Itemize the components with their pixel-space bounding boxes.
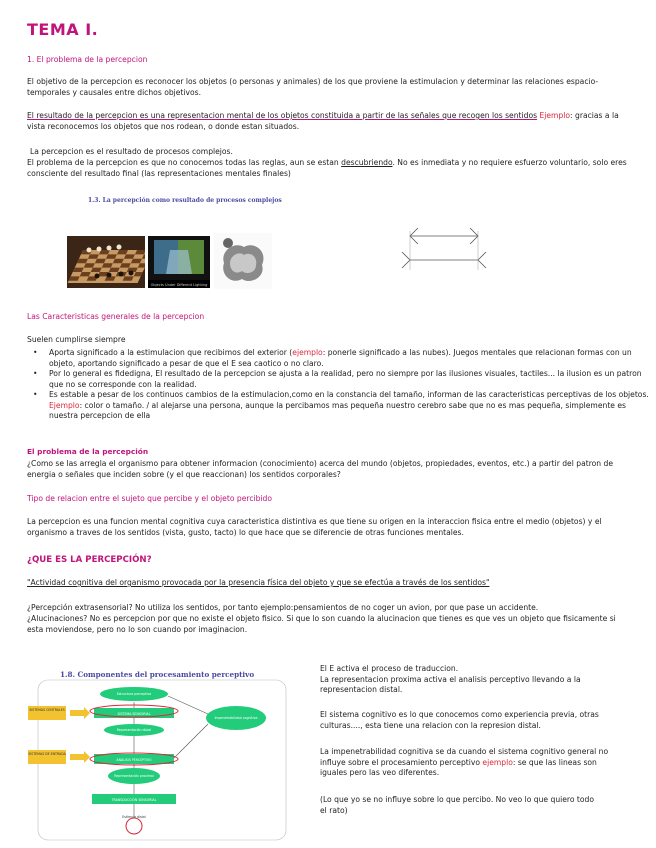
problem-heading: El problema de la percepción	[27, 447, 149, 456]
label-proximal: Representación proximal	[114, 774, 154, 778]
label-analysis: ANÁLISIS PERCEPTIVO	[116, 758, 152, 762]
b1a: Aporta significado a la estimulacion que recibimos del exterior (	[49, 348, 293, 357]
example-label: Ejemplo	[49, 400, 80, 410]
relation-text: La percepcion es una funcion mental cognitiva cuya caracteristica distintiva es que tiene su origen en la interaccion fisica entre el medio (objetos) y el organismo a traves de los sentidos (vista, gusto, tacto) lo que hace que se diferencie de otras funciones mentales.	[27, 517, 602, 537]
note-3b: : se que las lineas son iguales pero las veo diferentes.	[320, 757, 597, 777]
lighting-photo-caption: Objects Under Different Lighting	[150, 283, 208, 287]
label-stimulus: Estímulo distal	[122, 815, 146, 819]
processing-diagram	[24, 662, 300, 842]
example-label: ejemplo	[292, 348, 323, 357]
figure2-caption: 1.8. Componentes del procesamiento perceptivo	[60, 670, 255, 679]
highlight-circle	[126, 818, 142, 834]
label-distal: Representación distal	[116, 728, 152, 732]
muller-lyer-illusion	[398, 226, 493, 272]
descubriendo: descubriendo	[341, 158, 393, 167]
label-impenetrability: Impenetrabilidad cognitiva	[214, 716, 258, 720]
paragraph-objective: El objetivo de la percepcion es reconocer los objetos (o personas y animales) de los que proviene la estimulacion y determinar las relaciones espacio-temporales y causales entre dichos objetivos.	[27, 77, 599, 97]
arrow-right	[70, 707, 90, 719]
note-3a: La impenetrabilidad cognitiva se da cuando el sistema cognitivo general no influye sobre el procesamiento perceptivo	[320, 747, 609, 767]
paragraph-result	[27, 111, 633, 132]
note-impenetrability	[320, 747, 610, 779]
figure1-caption: 1.3. La percepción como resultado de procesos complejos	[88, 197, 282, 204]
paragraph-complex: La percepcion es el resultado de procesos complejos.	[30, 147, 233, 156]
b3a: Es estable a pesar de los continuos cambios de la estimulacion,como en la constancia del tamaño, informan de las caracteristicas perceptivas de los objetos.	[49, 390, 649, 399]
underlined-result: El resultado de la percepcion es una representacion mental de los objetos constituida a partir de las señales que recogen los sentidos	[27, 111, 538, 120]
que-es-heading: ¿QUE ES LA PERCEPCIÓN?	[27, 555, 152, 565]
problem-text: ¿Como se las arregla el organismo para obtener informacion (conocimiento) acerca del mundo (objetos, propiedades, eventos, etc.) a partir del patron de energia o señales que inciden sobre (y el que reaccionan) los sentidos corporales?	[27, 459, 614, 479]
label-transduction: TRANSDUCCIÓN SENSORIAL	[111, 798, 157, 802]
b3b: : color o tamaño. / al alejarse una persona, aunque la percibamos mas pequeña nuestro cerebro sabe que no es mas pequeña, simplemente es nuestra percepcion de ella	[49, 400, 627, 420]
note-1a: El E activa el proceso de traduccion.	[320, 664, 459, 673]
question-hallucinations: ¿Alucinaciones? No es percepcion por que no existe el objeto fisico. Si que lo son cuando la alucinacion que tienes es que ves un objeto que fisicamente si esta moviendose, pero no lo son cuando por imaginacion.	[27, 614, 616, 634]
list-item	[49, 348, 655, 369]
shape-photo	[214, 233, 272, 289]
list-item	[49, 390, 655, 422]
page-title: TEMA I.	[27, 20, 99, 39]
note-1b: La representacion proxima activa el analisis perceptivo llevando a la representacion distal.	[320, 674, 581, 694]
note-translation	[320, 664, 620, 696]
paragraph-problem-b: . No es inmediata y no requiere esfuerzo voluntario, solo eres consciente del resultado final (las representaciones mentales finales)	[27, 158, 627, 178]
note-influence: (Lo que yo se no influye sobre lo que percibo. No veo lo que quiero todo el rato)	[320, 795, 595, 815]
lighting-photo	[148, 236, 210, 288]
example-label: Ejemplo	[539, 111, 571, 120]
label-sensory: SISTEMA SENSORIAL	[117, 712, 151, 716]
characteristics-heading: Las Caracteristicas generales de la percepcion	[27, 312, 205, 321]
characteristics-intro: Suelen cumplirse siempre	[27, 335, 126, 344]
question-extrasensory: ¿Percepción extrasensorial? No utiliza los sentidos, por tanto ejemplo:pensamientos de no coger un avion, por que pase un accidente.	[27, 603, 539, 612]
paragraph-problem-a: El problema de la percepcion es que no conocemos todas las reglas, aun se estan	[27, 158, 342, 167]
definition-quote: "Actividad cognitiva del organismo provocada por la presencia física del objeto y que se efectúa a través de los sentidos"	[27, 578, 490, 587]
list-item: • Por lo general es fidedigna, El resultado de la percepcion se ajusta a la realidad, pero no siempre por las ilusiones visuales, tactiles... la ilusion es un patron que no se corresponde con la realidad.	[49, 369, 655, 390]
note-cognitive-system: El sistema cognitivo es lo que conocemos como experiencia previa, otras culturas...., esta tiene una relacion con la represion distal.	[320, 710, 599, 730]
label-input: SISTEMAS DE ENTRADA	[28, 752, 66, 756]
label-central: SISTEMAS CENTRALES	[29, 708, 65, 712]
b1b: : ponerle significado a las nubes). Juegos mentales que relacionan formas con un objeto, aportando significado a pesar de que el E sea caotico o no claro.	[49, 348, 632, 368]
section-heading-problem: 1. El problema de la percepcion	[27, 55, 148, 64]
relation-heading: Tipo de relacion entre el sujeto que percibe y el objeto percibido	[27, 494, 273, 503]
characteristics-list	[27, 348, 655, 422]
chessboard-photo	[67, 236, 145, 288]
paragraph-problem	[27, 158, 633, 179]
paragraph-result-rest: : gracias a la vista reconocemos los objetos que nos rodean, o donde estan situados.	[27, 111, 619, 131]
label-structure: Estructura perceptiva	[116, 692, 152, 696]
arrow-right	[70, 751, 90, 763]
example-label: ejemplo	[482, 757, 513, 767]
